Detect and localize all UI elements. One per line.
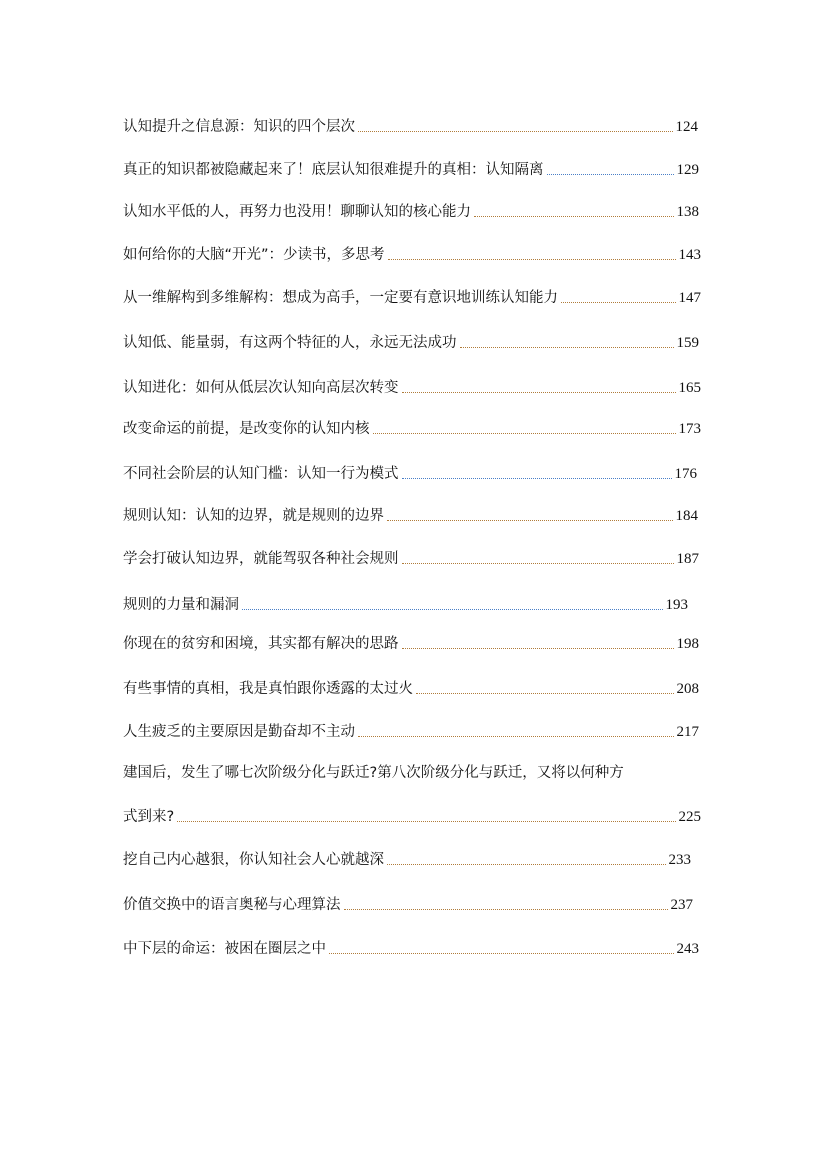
leader-dots	[402, 563, 674, 564]
toc-entry-page: 187	[676, 551, 699, 567]
toc-entry-page: 217	[676, 724, 699, 740]
toc-entry-title: 式到来?	[123, 809, 175, 825]
toc-entry-page: 225	[678, 809, 701, 825]
toc-entry-page: 159	[676, 335, 699, 351]
toc-entry[interactable]	[123, 892, 693, 916]
toc-entry-title: 认知低、能量弱，有这两个特征的人，永远无法成功	[123, 335, 457, 351]
toc-entry-title: 真正的知识都被隐藏起来了！底层认知很难提升的真相：认知隔离	[123, 162, 544, 178]
toc-entry-title: 从一维解构到多维解构：想成为高手，一定要有意识地训练认知能力	[123, 290, 558, 306]
toc-entry-page: 184	[675, 508, 698, 524]
toc-entry-page: 165	[678, 380, 701, 396]
toc-entry-title: 中下层的命运：被困在圈层之中	[123, 941, 326, 957]
toc-entry[interactable]	[123, 719, 699, 743]
leader-dots	[547, 174, 674, 175]
toc-entry[interactable]	[123, 936, 699, 960]
toc-entry[interactable]	[123, 157, 699, 181]
toc-entry-title: 价值交换中的语言奥秘与心理算法	[123, 897, 341, 913]
leader-dots	[387, 520, 673, 521]
leader-dots	[402, 648, 674, 649]
leader-dots	[460, 347, 674, 348]
toc-entry[interactable]	[123, 676, 699, 700]
toc-entry-page: 208	[676, 681, 699, 697]
toc-entry-title: 规则的力量和漏洞	[123, 597, 239, 613]
toc-entry-title: 认知提升之信息源：知识的四个层次	[123, 119, 355, 135]
toc-entry-page: 147	[678, 290, 701, 306]
toc-entry-page: 176	[674, 466, 697, 482]
toc-entry-page: 237	[670, 897, 693, 913]
toc-entry-page: 173	[678, 421, 701, 437]
leader-dots	[358, 736, 674, 737]
toc-entry-title-line1[interactable]: 建国后，发生了哪七次阶级分化与跃迁?第八次阶级分化与跃迁，又将以何种方	[123, 765, 624, 781]
leader-dots	[329, 953, 674, 954]
toc-entry[interactable]	[123, 375, 701, 399]
toc-entry-title: 学会打破认知边界，就能驾驭各种社会规则	[123, 551, 399, 567]
leader-dots	[402, 392, 676, 393]
toc-entry-title: 挖自己内心越狠，你认知社会人心就越深	[123, 852, 384, 868]
leader-dots	[373, 433, 676, 434]
toc-entry-page: 138	[676, 204, 699, 220]
toc-entry[interactable]	[123, 199, 699, 223]
toc-entry[interactable]	[123, 242, 701, 266]
toc-entry-title: 规则认知：认知的边界，就是规则的边界	[123, 508, 384, 524]
leader-dots	[358, 131, 673, 132]
leader-dots	[387, 864, 666, 865]
toc-entry-title: 人生疲乏的主要原因是勤奋却不主动	[123, 724, 355, 740]
toc-entry[interactable]	[123, 631, 699, 655]
toc-entry[interactable]	[123, 804, 701, 828]
leader-dots	[177, 821, 675, 822]
leader-dots	[474, 216, 674, 217]
toc-entry[interactable]	[123, 503, 698, 527]
toc-entry-page: 124	[675, 119, 698, 135]
toc-entry-title: 有些事情的真相，我是真怕跟你透露的太过火	[123, 681, 413, 697]
leader-dots	[344, 909, 668, 910]
toc-entry[interactable]	[123, 546, 699, 570]
toc-entry[interactable]	[123, 285, 701, 309]
toc-entry-title: 改变命运的前提，是改变你的认知内核	[123, 421, 370, 437]
toc-entry-page: 198	[676, 636, 699, 652]
toc-entry[interactable]	[123, 847, 691, 871]
toc-entry[interactable]	[123, 330, 699, 354]
toc-entry-title: 不同社会阶层的认知门槛：认知一行为模式	[123, 466, 399, 482]
toc-entry-title: 认知进化：如何从低层次认知向高层次转变	[123, 380, 399, 396]
toc-entry-title: 如何给你的大脑“开光”：少读书，多思考	[123, 247, 385, 263]
toc-entry-title: 认知水平低的人，再努力也没用！聊聊认知的核心能力	[123, 204, 471, 220]
leader-dots	[416, 693, 674, 694]
toc-entry-page: 243	[676, 941, 699, 957]
toc-entry-page: 193	[665, 597, 688, 613]
toc-entry-page: 129	[676, 162, 699, 178]
leader-dots	[402, 478, 672, 479]
toc-entry-page: 143	[678, 247, 701, 263]
leader-dots	[388, 259, 676, 260]
toc-entry[interactable]	[123, 114, 698, 138]
leader-dots	[242, 609, 663, 610]
toc-entry-title: 你现在的贫穷和困境，其实都有解决的思路	[123, 636, 399, 652]
toc-entry[interactable]	[123, 592, 688, 616]
toc-entry-page: 233	[668, 852, 691, 868]
toc-entry[interactable]	[123, 461, 697, 485]
leader-dots	[561, 302, 676, 303]
toc-entry[interactable]	[123, 416, 701, 440]
